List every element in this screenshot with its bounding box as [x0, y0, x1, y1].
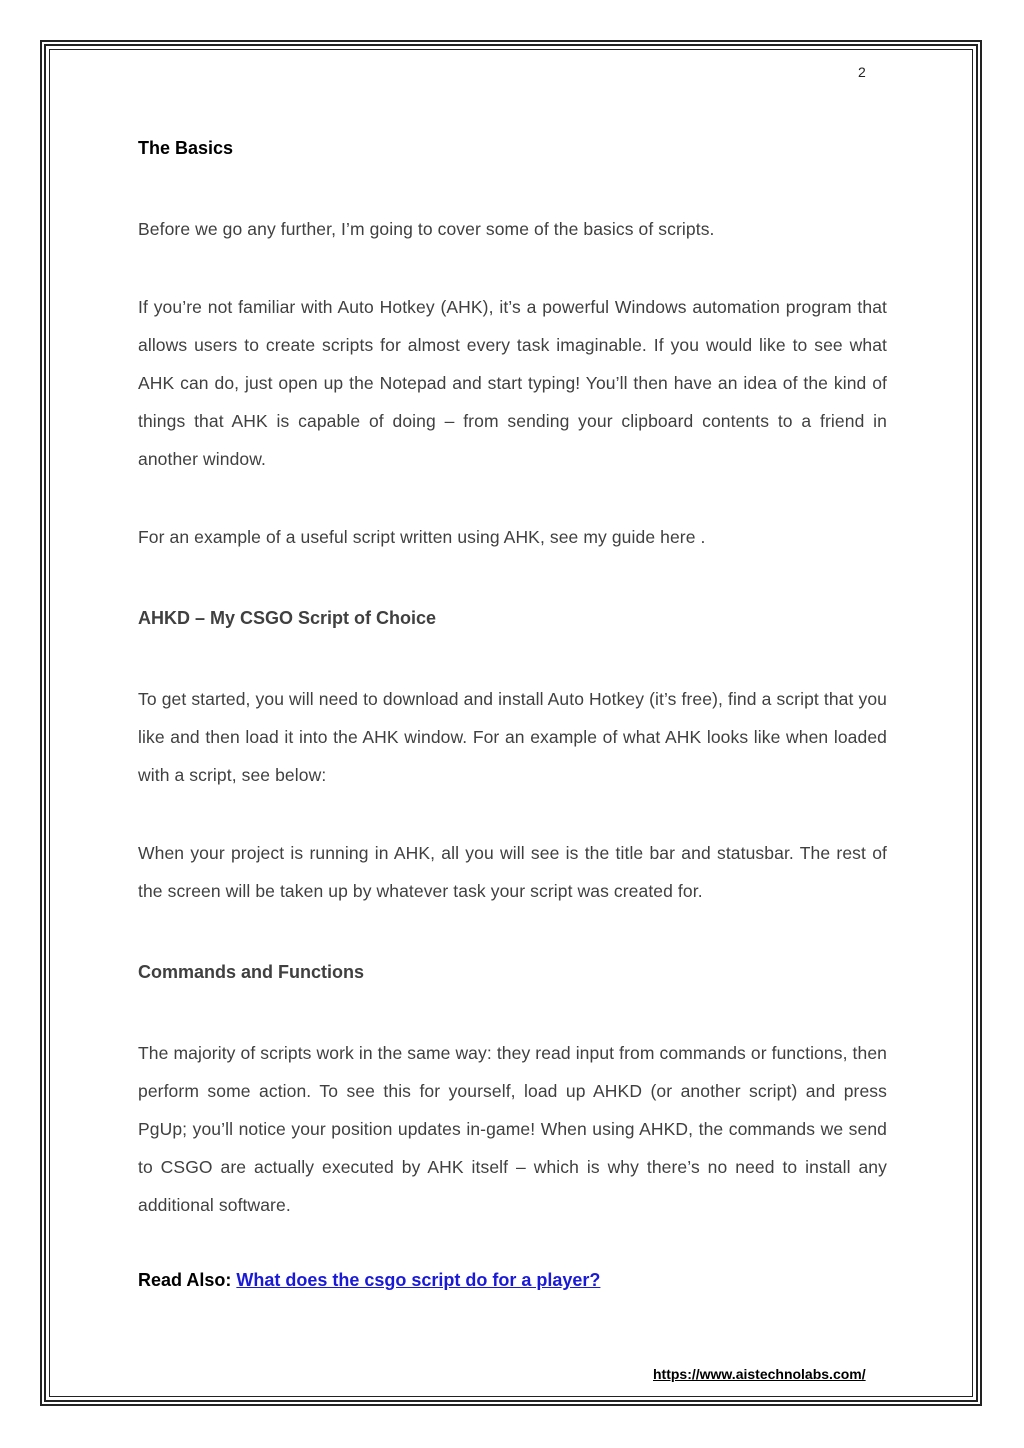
paragraph-example-script: For an example of a useful script written using AHK, see my guide here .	[138, 527, 706, 547]
read-also-line	[138, 1264, 887, 1296]
paragraph-ahk-description: If you’re not familiar with Auto Hotkey (AHK), it’s a powerful Windows automation program that allows users to create scripts for almost every task imaginable. If you would like to see what AHK can do, just open up the Notepad and start typing! You’ll then have an idea of the kind of things that AHK is capable of doing – from sending your clipboard contents to a friend in another window.	[138, 297, 887, 469]
paragraph-getting-started: To get started, you will need to download and install Auto Hotkey (it’s free), find a script that you like and then load it into the AHK window. For an example of what AHK looks like when loaded with a script, see below:	[138, 689, 887, 785]
read-also-label: Read Also:	[138, 1270, 237, 1290]
heading-ahkd: AHKD – My CSGO Script of Choice	[138, 608, 437, 628]
heading-commands-functions: Commands and Functions	[138, 962, 365, 982]
footer-website-link[interactable]: https://www.aistechnolabs.com/	[653, 1366, 866, 1382]
read-also-link[interactable]: What does the csgo script do for a player?	[236, 1270, 601, 1290]
paragraph-commands: The majority of scripts work in the same way: they read input from commands or functions, then perform some action. To see this for yourself, load up AHKD (or another script) and press PgUp; you’ll notice your position updates in-game! When using AHKD, the commands we send to CSGO are actually executed by AHK itself – which is why there’s no need to install any additional software.	[138, 1043, 887, 1215]
document-body	[138, 132, 887, 1296]
page-number: 2	[858, 64, 866, 80]
paragraph-running: When your project is running in AHK, all you will see is the title bar and statusbar. The rest of the screen will be taken up by whatever task your script was created for.	[138, 843, 887, 901]
heading-the-basics: The Basics	[138, 138, 234, 158]
paragraph-basics-intro: Before we go any further, I’m going to cover some of the basics of scripts.	[138, 219, 715, 239]
